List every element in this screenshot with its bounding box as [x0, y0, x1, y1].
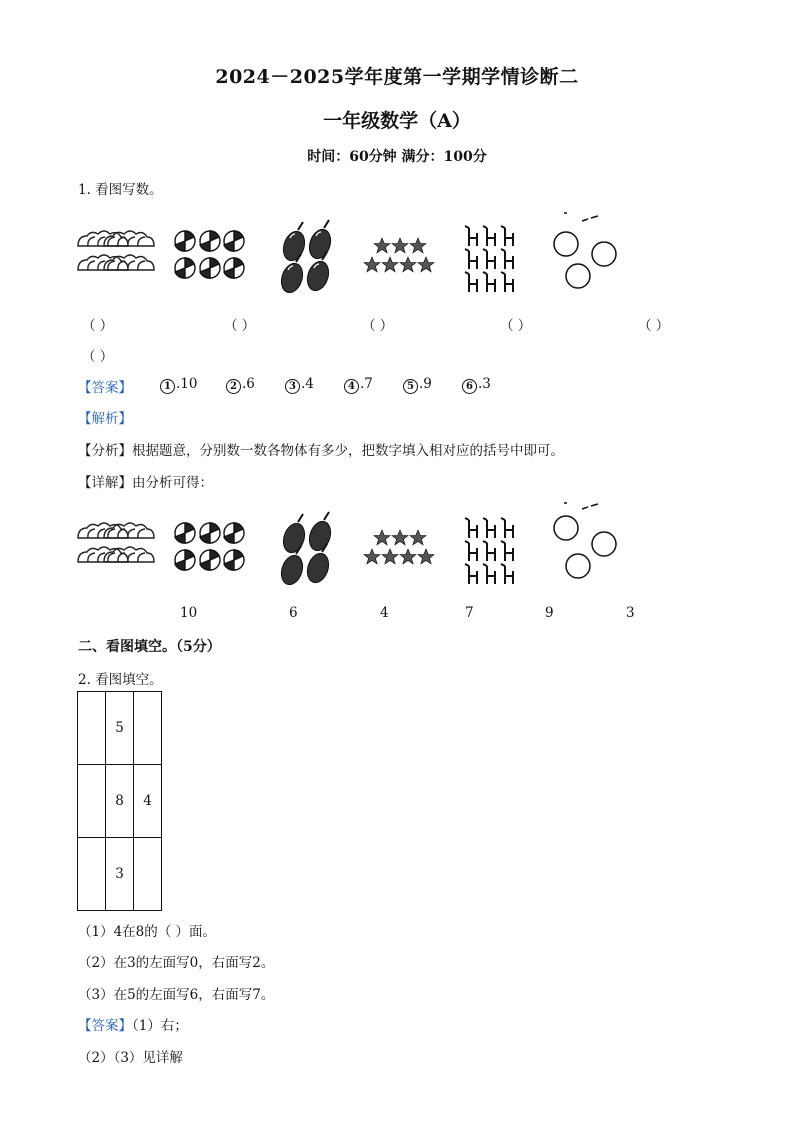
grid-cell[interactable]	[134, 692, 162, 765]
analysis-label: 【解析】	[78, 411, 132, 427]
grid-cell[interactable]: 8	[106, 765, 134, 838]
sub-question-3: （3）在5的左面写6，右面写7。	[78, 987, 275, 1003]
answer-value: .10	[176, 376, 198, 392]
answer-label: 【答案】	[78, 380, 132, 396]
answer-item	[462, 376, 491, 394]
grid-cell[interactable]: 5	[106, 692, 134, 765]
section-heading: 二、看图填空。（5分）	[78, 639, 221, 655]
answer-blank-6[interactable]: （ ）	[82, 349, 114, 365]
answer-blank-5[interactable]: （ ）	[638, 318, 670, 334]
q2-answer	[78, 1014, 188, 1034]
answer-value: .6	[242, 376, 255, 392]
answer-label: 【答案】	[78, 1018, 132, 1034]
question-figure	[74, 208, 634, 298]
answer-blank-1[interactable]: （ ）	[82, 318, 114, 334]
exam-subtitle: 一年级数学（A）	[323, 110, 471, 132]
ball-icons	[175, 231, 244, 278]
answer-item	[344, 376, 373, 394]
clouds-group	[78, 231, 154, 270]
grid-cell[interactable]	[78, 692, 106, 765]
circle-icons	[554, 213, 616, 288]
count-label-2: 6	[289, 605, 298, 621]
sub-question-1: （1）4在8的（ ）面。	[78, 924, 217, 940]
grid-cell[interactable]: 3	[106, 838, 134, 911]
q2-answer-2: （2）（3）见详解	[78, 1050, 183, 1066]
grid-cell[interactable]	[78, 838, 106, 911]
count-label-3: 4	[380, 605, 389, 621]
star-icons	[364, 238, 434, 272]
circled-number: 1	[160, 379, 175, 394]
answer-blank-4[interactable]: （ ）	[500, 318, 532, 334]
giraffe-icons	[465, 226, 513, 292]
circled-number: 6	[462, 379, 477, 394]
count-label-4: 7	[465, 605, 474, 621]
grid-row	[78, 765, 162, 838]
circled-number: 2	[226, 379, 241, 394]
eggplant-icons	[278, 220, 334, 295]
number-grid	[77, 691, 162, 911]
answer-blank-2[interactable]: （ ）	[224, 318, 256, 334]
circled-number: 4	[344, 379, 359, 394]
answer-value: .3	[478, 376, 491, 392]
exam-meta: 时间：60分钟 满分：100分	[307, 149, 487, 165]
answer-item	[403, 376, 432, 394]
count-label-5: 9	[545, 605, 554, 621]
answer-item	[226, 376, 255, 394]
exam-title: 2024－2025学年度第一学期学情诊断二	[215, 66, 579, 88]
question-2-stem: 2. 看图填空。	[78, 672, 163, 688]
question-1-stem: 1. 看图写数。	[78, 182, 163, 198]
grid-row	[78, 838, 162, 911]
solution-figure	[74, 500, 634, 590]
answer-text: （1）右；	[132, 1018, 188, 1034]
circled-number: 5	[403, 379, 418, 394]
detail-text: 【详解】由分析可得：	[78, 475, 213, 491]
answer-value: .9	[419, 376, 432, 392]
answer-value: .7	[360, 376, 373, 392]
answer-item	[160, 376, 197, 394]
grid-row	[78, 692, 162, 765]
answer-value: .4	[301, 376, 314, 392]
count-label-6: 3	[626, 605, 635, 621]
count-label-1: 10	[180, 605, 198, 621]
analysis-text: 【分析】根据题意，分别数一数各物体有多少，把数字填入相对应的括号中即可。	[78, 443, 564, 459]
grid-cell[interactable]: 4	[134, 765, 162, 838]
grid-cell[interactable]	[134, 838, 162, 911]
circled-number: 3	[285, 379, 300, 394]
answer-blank-3[interactable]: （ ）	[362, 318, 394, 334]
answer-item	[285, 376, 314, 394]
grid-cell[interactable]	[78, 765, 106, 838]
sub-question-2: （2）在3的左面写0，右面写2。	[78, 955, 275, 971]
